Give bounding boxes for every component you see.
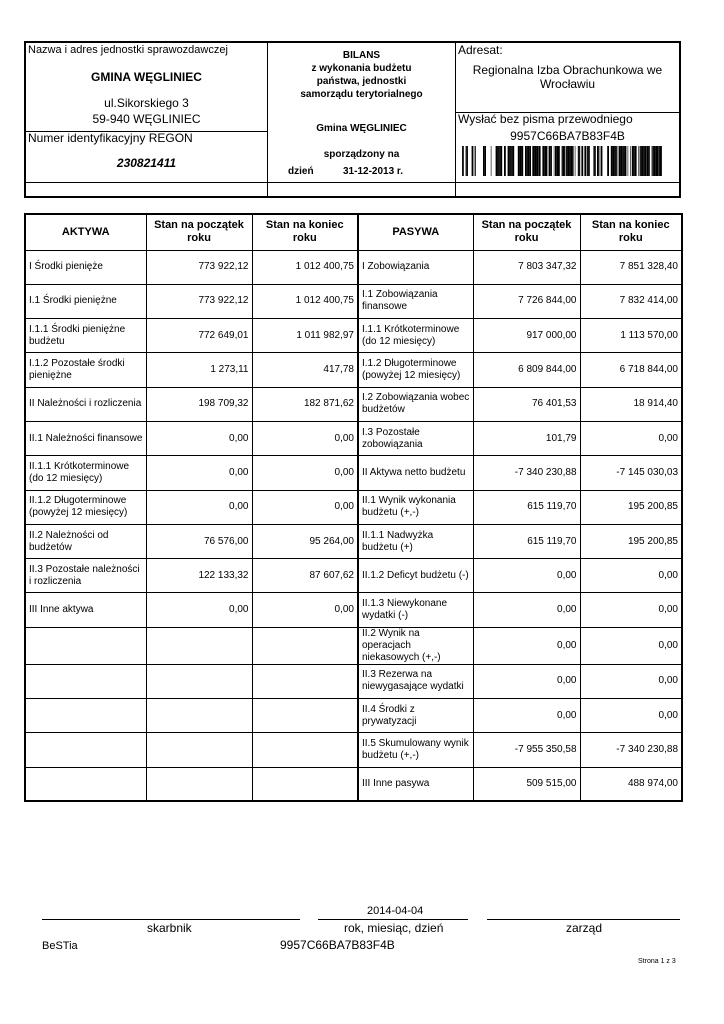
aktywa-end-value: 0,00: [252, 456, 358, 490]
pasywa-start-value: 615 119,70: [473, 490, 580, 524]
aktywa-start-value: 76 576,00: [146, 524, 252, 558]
pasywa-end-value: 0,00: [580, 664, 682, 698]
regon-number: 230821411: [116, 156, 177, 170]
table-row: [25, 699, 682, 733]
aktywa-end-value: 1 011 982,97: [252, 319, 358, 353]
table-row: [25, 490, 682, 524]
send-label: Wysłać bez pisma przewodniego: [458, 112, 633, 126]
table-header-row: [25, 214, 682, 250]
pasywa-start-value: 76 401,53: [473, 387, 580, 421]
pasywa-label: I.3 Pozostałe zobowiązania: [358, 421, 473, 455]
unit-street: ul.Sikorskiego 3: [104, 96, 189, 110]
title-line-1: BILANS: [342, 50, 381, 61]
aktywa-start-value: [146, 733, 252, 767]
pasywa-start-value: 0,00: [473, 627, 580, 664]
aktywa-label: II.1 Należności finansowe: [25, 421, 146, 455]
aktywa-label: III Inne aktywa: [25, 593, 146, 627]
pasywa-end-value: 488 974,00: [580, 767, 682, 801]
pasywa-label: III Inne pasywa: [358, 767, 473, 801]
aktywa-end-value: 95 264,00: [252, 524, 358, 558]
aktywa-start-value: [146, 664, 252, 698]
pasywa-end-value: 7 851 328,40: [580, 250, 682, 284]
pasywa-start-value: 0,00: [473, 559, 580, 593]
table-row: [25, 524, 682, 558]
aktywa-label: [25, 767, 146, 801]
pasywa-start-value: -7 955 350,58: [473, 733, 580, 767]
aktywa-label: I Środki pienięże: [25, 250, 146, 284]
header-aktywa: AKTYWA: [25, 214, 146, 250]
title-line-3: państwa, jednostki: [316, 76, 407, 87]
barcode-icon: [462, 146, 662, 176]
aktywa-end-value: 1 012 400,75: [252, 250, 358, 284]
board-label: zarząd: [566, 921, 603, 935]
table-row: [25, 456, 682, 490]
unit-postal-city: 59-940 WĘGLINIEC: [92, 112, 201, 126]
pasywa-end-value: 6 718 844,00: [580, 353, 682, 387]
page-number: Strona 1 z 3: [638, 958, 676, 965]
pasywa-start-value: 917 000,00: [473, 319, 580, 353]
pasywa-end-value: 195 200,85: [580, 524, 682, 558]
pasywa-start-value: 615 119,70: [473, 524, 580, 558]
aktywa-end-value: [252, 699, 358, 733]
pasywa-start-value: 0,00: [473, 593, 580, 627]
pasywa-label: II.5 Skumulowany wynik budżetu (+,-): [358, 733, 473, 767]
header-aktywa-end: Stan na koniec roku: [252, 214, 358, 250]
pasywa-label: I.1 Zobowiązania finansowe: [358, 284, 473, 318]
aktywa-start-value: [146, 767, 252, 801]
pasywa-label: II.2 Wynik na operacjach niekasowych (+,-): [358, 627, 473, 664]
pasywa-end-value: 1 113 570,00: [580, 319, 682, 353]
aktywa-start-value: 0,00: [146, 593, 252, 627]
addressee-label: Adresat:: [458, 43, 503, 57]
aktywa-end-value: 1 012 400,75: [252, 284, 358, 318]
pasywa-label: II.1.1 Nadwyżka budżetu (+): [358, 524, 473, 558]
aktywa-label: [25, 699, 146, 733]
pasywa-end-value: 7 832 414,00: [580, 284, 682, 318]
entity-name: Gmina WĘGLINIEC: [316, 123, 407, 134]
aktywa-label: [25, 627, 146, 664]
table-row: [25, 627, 682, 664]
date-format-label: rok, miesiąc, dzień: [344, 921, 444, 935]
footer-doc-code: 9957C66BA7B83F4B: [280, 938, 395, 952]
unit-name: GMINA WĘGLINIEC: [91, 70, 202, 84]
table-row: [25, 559, 682, 593]
pasywa-start-value: 509 515,00: [473, 767, 580, 801]
aktywa-label: [25, 664, 146, 698]
aktywa-end-value: 87 607,62: [252, 559, 358, 593]
header-aktywa-start: Stan na początek roku: [146, 214, 252, 250]
reporting-unit-section: [26, 43, 268, 196]
aktywa-start-value: 772 649,01: [146, 319, 252, 353]
aktywa-start-value: [146, 699, 252, 733]
pasywa-label: II.1.2 Deficyt budżetu (-): [358, 559, 473, 593]
pasywa-end-value: 18 914,40: [580, 387, 682, 421]
pasywa-start-value: 7 726 844,00: [473, 284, 580, 318]
report-date: 31-12-2013 r.: [343, 166, 404, 177]
table-row: [25, 593, 682, 627]
aktywa-start-value: 773 922,12: [146, 250, 252, 284]
pasywa-label: II Aktywa netto budżetu: [358, 456, 473, 490]
board-signature-line: [487, 919, 680, 920]
aktywa-end-value: [252, 627, 358, 664]
title-line-2: z wykonania budżetu: [311, 63, 412, 74]
pasywa-label: II.4 Środki z prywatyzacji: [358, 699, 473, 733]
table-row: [25, 421, 682, 455]
table-row: [25, 353, 682, 387]
footer-date: 2014-04-04: [367, 905, 424, 917]
pasywa-label: I.2 Zobowiązania wobec budżetów: [358, 387, 473, 421]
pasywa-label: II.3 Rezerwa na niewygasające wydatki: [358, 664, 473, 698]
pasywa-start-value: 6 809 844,00: [473, 353, 580, 387]
treasurer-signature-line: [42, 919, 300, 920]
aktywa-end-value: 0,00: [252, 421, 358, 455]
table-row: [25, 733, 682, 767]
regon-label: Numer identyfikacyjny REGON: [28, 131, 193, 145]
aktywa-end-value: 0,00: [252, 593, 358, 627]
treasurer-label: skarbnik: [147, 921, 192, 935]
pasywa-end-value: 0,00: [580, 559, 682, 593]
aktywa-label: II.2 Należności od budżetów: [25, 524, 146, 558]
pasywa-label: I.1.2 Długoterminowe (powyżej 12 miesięcy): [358, 353, 473, 387]
aktywa-label: [25, 733, 146, 767]
pasywa-start-value: -7 340 230,88: [473, 456, 580, 490]
pasywa-end-value: 0,00: [580, 421, 682, 455]
aktywa-start-value: 1 273,11: [146, 353, 252, 387]
date-line: [318, 919, 468, 920]
pasywa-start-value: 0,00: [473, 699, 580, 733]
table-row: [25, 387, 682, 421]
aktywa-label: II.3 Pozostałe należności i rozliczenia: [25, 559, 146, 593]
table-row: [25, 664, 682, 698]
table-row: [25, 250, 682, 284]
prepared-label: sporządzony na: [323, 149, 400, 160]
aktywa-end-value: 417,78: [252, 353, 358, 387]
aktywa-end-value: 0,00: [252, 490, 358, 524]
pasywa-end-value: -7 340 230,88: [580, 733, 682, 767]
aktywa-label: II.1.1 Krótkoterminowe (do 12 miesięcy): [25, 456, 146, 490]
aktywa-start-value: 0,00: [146, 456, 252, 490]
balance-sheet-table: [24, 213, 683, 802]
aktywa-start-value: 0,00: [146, 490, 252, 524]
aktywa-end-value: [252, 767, 358, 801]
addressee-line-2: Wrocławiu: [539, 77, 596, 91]
aktywa-label: I.1.2 Pozostałe środki pieniężne: [25, 353, 146, 387]
header-pasywa-start: Stan na początek roku: [473, 214, 580, 250]
aktywa-label: I.1.1 Środki pieniężne budżetu: [25, 319, 146, 353]
pasywa-start-value: 0,00: [473, 664, 580, 698]
day-label: dzień: [288, 166, 314, 177]
pasywa-start-value: 7 803 347,32: [473, 250, 580, 284]
table-row: [25, 284, 682, 318]
aktywa-end-value: 182 871,62: [252, 387, 358, 421]
report-header: [24, 41, 681, 198]
title-line-4: samorządu terytorialnego: [300, 89, 423, 100]
header-doc-code: 9957C66BA7B83F4B: [510, 129, 625, 143]
aktywa-start-value: 122 133,32: [146, 559, 252, 593]
addressee-line-1: Regionalna Izba Obrachunkowa we: [472, 63, 663, 77]
pasywa-end-value: 0,00: [580, 627, 682, 664]
aktywa-label: II Należności i rozliczenia: [25, 387, 146, 421]
aktywa-start-value: 0,00: [146, 421, 252, 455]
aktywa-label: I.1 Środki pieniężne: [25, 284, 146, 318]
pasywa-label: II.1 Wynik wykonania budżetu (+,-): [358, 490, 473, 524]
aktywa-start-value: 198 709,32: [146, 387, 252, 421]
pasywa-label: I Zobowiązania: [358, 250, 473, 284]
header-pasywa-end: Stan na koniec roku: [580, 214, 682, 250]
aktywa-start-value: 773 922,12: [146, 284, 252, 318]
aktywa-label: II.1.2 Długoterminowe (powyżej 12 miesięcy): [25, 490, 146, 524]
pasywa-end-value: 0,00: [580, 699, 682, 733]
table-row: [25, 767, 682, 801]
pasywa-end-value: 195 200,85: [580, 490, 682, 524]
pasywa-label: I.1.1 Krótkoterminowe (do 12 miesięcy): [358, 319, 473, 353]
software-name: BeSTia: [42, 940, 78, 952]
table-row: [25, 319, 682, 353]
aktywa-end-value: [252, 733, 358, 767]
pasywa-end-value: -7 145 030,03: [580, 456, 682, 490]
report-title-section: [268, 43, 456, 196]
pasywa-start-value: 101,79: [473, 421, 580, 455]
header-pasywa: PASYWA: [358, 214, 473, 250]
aktywa-start-value: [146, 627, 252, 664]
unit-label: Nazwa i adres jednostki sprawozdawczej: [28, 44, 228, 56]
pasywa-end-value: 0,00: [580, 593, 682, 627]
pasywa-label: II.1.3 Niewykonane wydatki (-): [358, 593, 473, 627]
aktywa-end-value: [252, 664, 358, 698]
addressee-section: [456, 43, 679, 196]
